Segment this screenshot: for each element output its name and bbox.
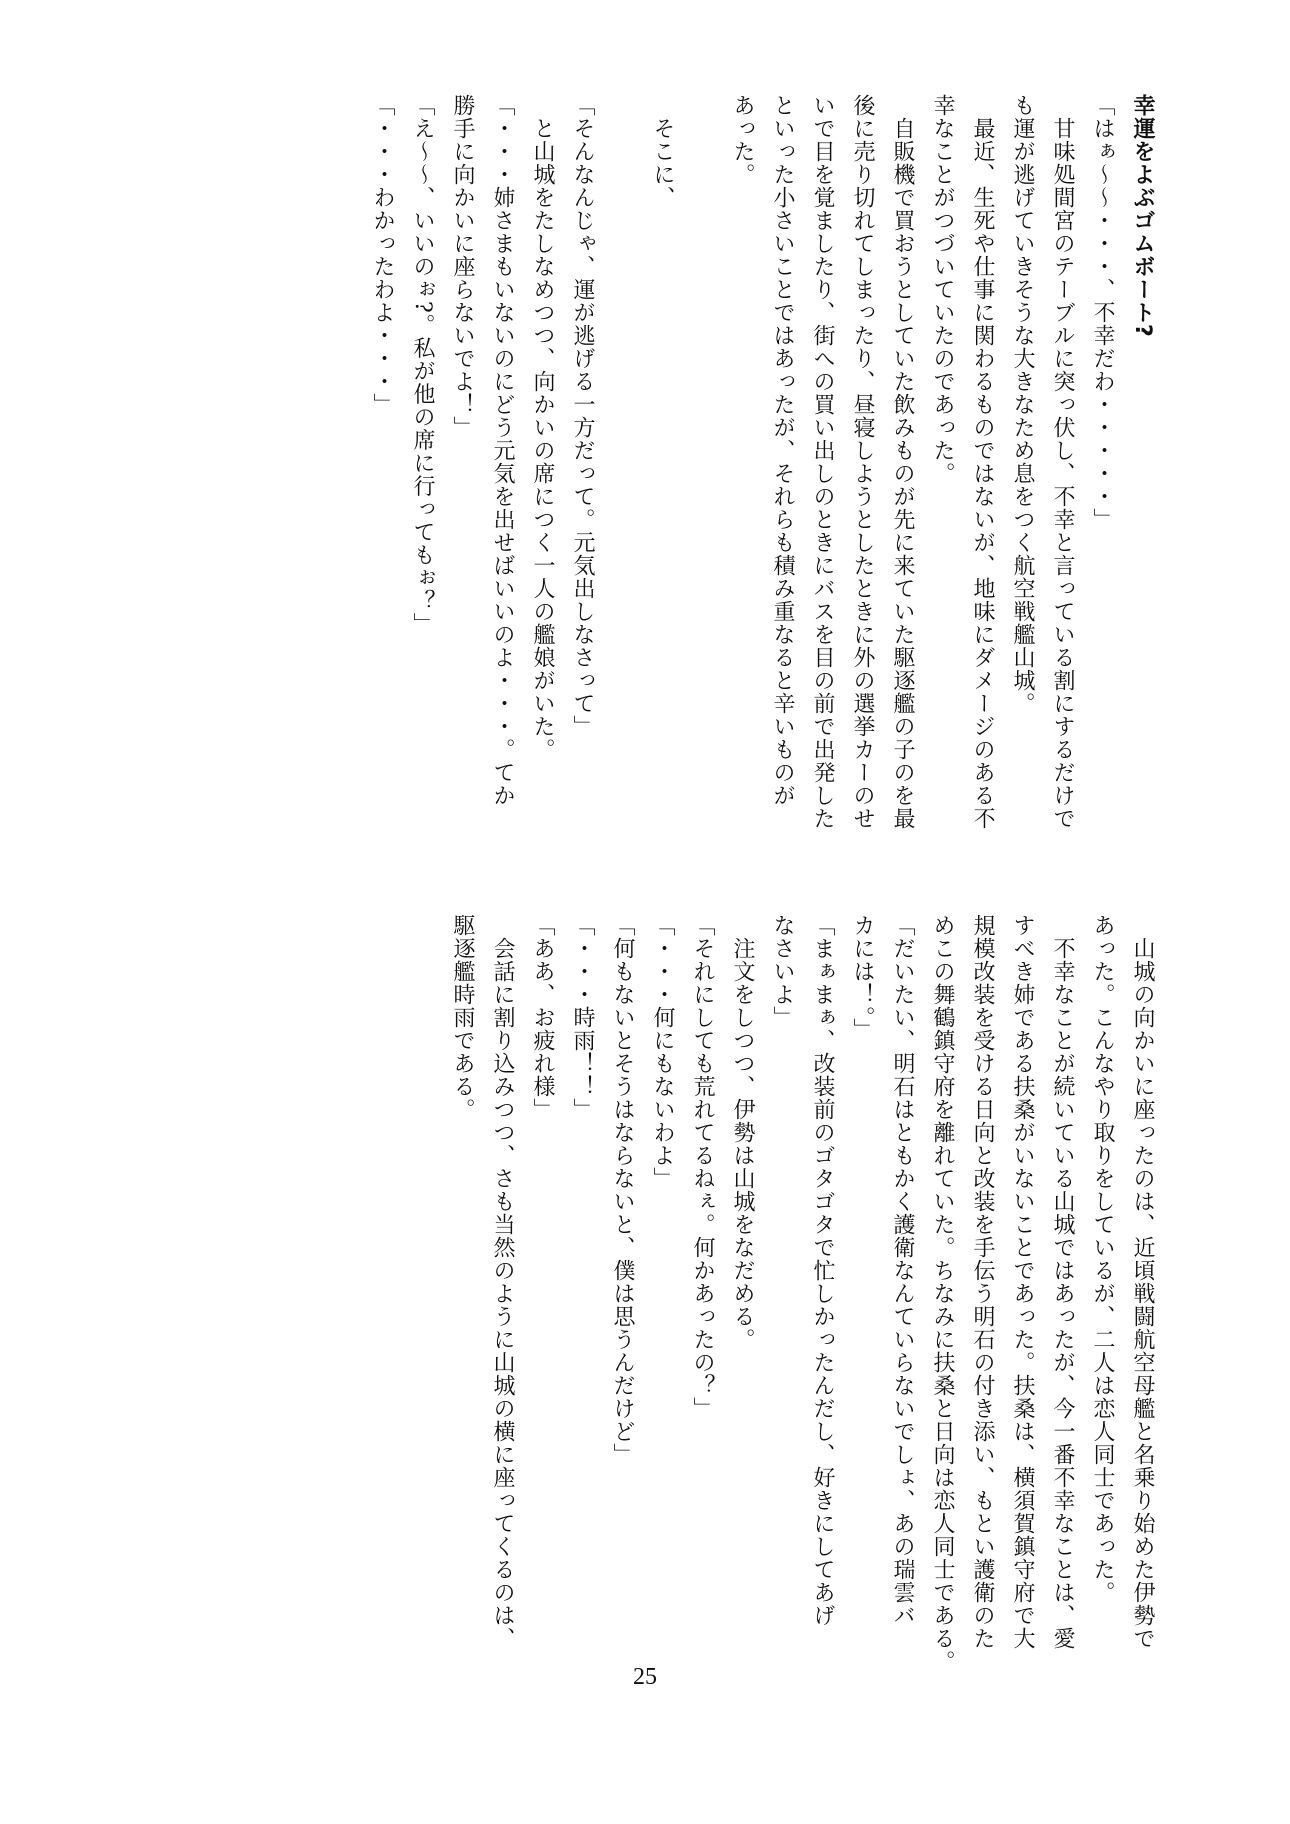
text-line: 「何もないとそうはならないと、僕は思うんだけど」 [610, 914, 635, 1466]
text-line: 駆逐艦時雨である。 [450, 914, 475, 1121]
text-line: 会話に割り込みつつ、さも当然のように山城の横に座ってくるのは、 [490, 914, 515, 1650]
text-line: 「ああ、お疲れ様」 [530, 914, 555, 1121]
text-line: 「え～～、いいのぉ?。私が他の席に行ってもぉ？」 [410, 94, 435, 636]
page-number: 25 [633, 1664, 657, 1690]
text-line: 「まぁまぁ、改装前のゴタゴタで忙しかったんだし、好きにしてあげ [810, 914, 835, 1627]
text-line: あった。 [730, 94, 755, 186]
text-line: いで目を覚ましたり、街への買い出しのときにバスを目の前で出発した [810, 94, 835, 830]
text-line: 幸なことがつづいていたのであった。 [930, 94, 955, 485]
text-line: 甘味処間宮のテーブルに突っ伏し、不幸と言っている割にするだけで [1050, 94, 1075, 830]
text-line: も運が逃げていきそうな大きなため息をつく航空戦艦山城。 [1010, 94, 1035, 715]
text-line: 「だいたい、明石はともかく護衛なんていらないでしょ、あの瑞雲バ [890, 914, 915, 1627]
text-line: 「・・・何にもないわよ」 [650, 914, 675, 1190]
text-line: 後に売り切れてしまったり、昼寝しようとしたときに外の選挙カーのせ [850, 94, 875, 830]
text-line: 「そんなんじゃ、運が逃げる一方だって。元気出しなさって」 [570, 94, 595, 738]
text-line: 「はぁ～～・・・、不幸だわ・・・・・」 [1090, 94, 1115, 531]
blank-line [682, 94, 722, 814]
text-line: 勝手に向かいに座らないでよ！」 [450, 94, 475, 439]
lower-text-block [262, 914, 1162, 1673]
text-line: なさいよ」 [770, 914, 795, 1029]
text-line: 注文をしつつ、伊勢は山城をなだめる。 [730, 914, 755, 1351]
text-line: 「それにしても荒れてるねぇ。何かあったの？」 [690, 914, 715, 1420]
text-line: と山城をたしなめつつ、向かいの席につく一人の艦娘がいた。 [530, 94, 555, 761]
text-line: 「・・・時雨！！」 [570, 914, 595, 1121]
blank-line [602, 94, 642, 814]
text-line: カには！。」 [850, 914, 875, 1041]
text-line: 自販機で買おうとしていた飲みものが先に来ていた駆逐艦の子のを最 [890, 94, 915, 830]
text-line: 不幸なことが続いている山城ではあったが、今一番不幸なことは、愛 [1050, 914, 1075, 1650]
text-line: 規模改装を受ける日向と改装を手伝う明石の付き添い、もとい護衛のた [970, 914, 995, 1650]
chapter-title: 幸運をよぶゴムボート? [1130, 94, 1155, 338]
text-line: めこの舞鶴鎮守府を離れていた。ちなみに扶桑と日向は恋人同士である。 [930, 914, 955, 1673]
text-line: すべき姉である扶桑がいないことであった。扶桑は、横須賀鎮守府で大 [1010, 914, 1035, 1650]
text-line: 「・・・わかったわよ・・・」 [370, 94, 395, 416]
upper-text-block [262, 94, 1162, 830]
text-line: あった。こんなやり取りをしているが、二人は恋人同士であった。 [1090, 914, 1115, 1604]
text-line: 最近、生死や仕事に関わるものではないが、地味にダメージのある不 [970, 94, 995, 830]
text-line: そこに、 [650, 94, 675, 209]
text-line: 「・・・姉さまもいないのにどう元気を出せばいいのよ・・・。てか [490, 94, 515, 807]
text-line: 山城の向かいに座ったのは、近頃戦闘航空母艦と名乗り始めた伊勢で [1130, 914, 1155, 1650]
text-line: といった小さいことではあったが、それらも積み重なると辛いものが [770, 94, 795, 807]
